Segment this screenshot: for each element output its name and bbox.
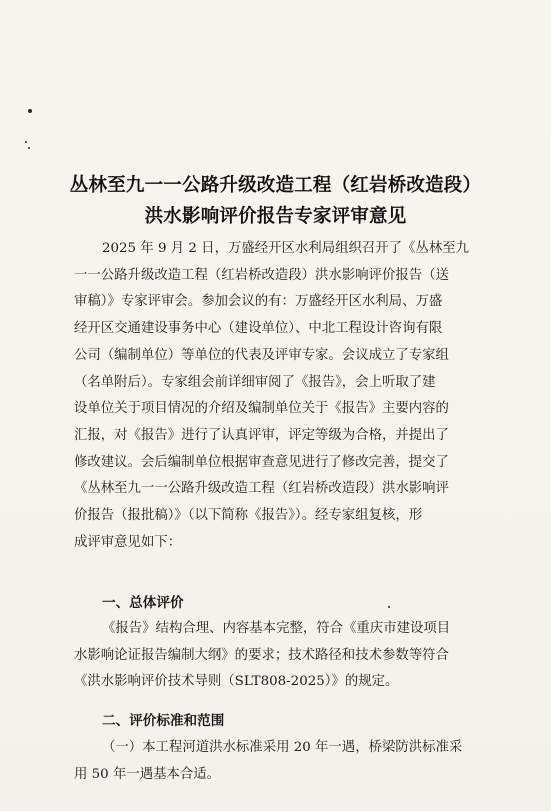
scan-speck bbox=[25, 141, 27, 143]
paragraph-line: 2025 年 9 月 2 日，万盛经开区水利局组织召开了《丛林至九 bbox=[102, 241, 469, 256]
paragraph-line: 用 50 年一遇基本合适。 bbox=[74, 766, 221, 782]
paragraph-line: 成评审意见如下： bbox=[74, 534, 182, 550]
document-title-line-1: 丛林至九一一公路升级改造工程（红岩桥改造段） bbox=[69, 175, 482, 196]
paragraph-line: 一一公路升级改造工程（红岩桥改造段）洪水影响评价报告（送 bbox=[74, 267, 449, 283]
paragraph-line: 经开区交通建设事务中心（建设单位）、中北工程设计咨询有限 bbox=[74, 321, 443, 337]
paragraph-line: 审稿）》专家评审会。参加会议的有：万盛经开区水利局、万盛 bbox=[74, 294, 443, 310]
paragraph-line: （一）本工程河道洪水标准采用 20 年一遇，桥梁防洪标准采 bbox=[102, 740, 463, 755]
paragraph-line: 《洪水影响评价技术导则（SLT808-2025）》的规定。 bbox=[74, 674, 399, 690]
section-heading-standards-and-scope: 二、评价标准和范围 bbox=[102, 713, 225, 729]
section-heading-overall-evaluation: 一、总体评价 bbox=[102, 595, 184, 611]
section1-paragraph bbox=[74, 616, 506, 696]
paragraph-line: 《丛林至九一一公路升级改造工程（红岩桥改造段）洪水影响评 bbox=[74, 481, 449, 497]
paragraph-line: 价报告（报批稿）》（以下简称《报告》）。经专家组复核，形 bbox=[74, 508, 423, 524]
scan-speck bbox=[388, 606, 390, 608]
paragraph-line: 汇报，对《报告》进行了认真评审，评定等级为合格，并提出了 bbox=[74, 427, 449, 443]
scan-speck bbox=[28, 147, 30, 149]
paragraph-line: 设单位关于项目情况的介绍及编制单位关于《报告》主要内容的 bbox=[74, 401, 449, 417]
paragraph-line: 修改建议。会后编制单位根据审查意见进行了修改完善，提交了 bbox=[74, 454, 449, 470]
paragraph-line: 《报告》结构合理、内容基本完整，符合《重庆市建设项目 bbox=[102, 621, 451, 636]
paragraph-line: （名单附后）。专家组会前详细审阅了《报告》，会上听取了建 bbox=[74, 374, 436, 390]
document-title-line-2: 洪水影响评价报告专家评审意见 bbox=[144, 206, 407, 227]
intro-paragraph bbox=[74, 236, 506, 556]
paragraph-line: 水影响论证报告编制大纲》的要求；技术路径和技术参数等符合 bbox=[74, 647, 449, 663]
paragraph-line: 公司（编制单位）等单位的代表及评审专家。会议成立了专家组 bbox=[74, 347, 449, 363]
scan-speck bbox=[28, 109, 32, 113]
section2-paragraph bbox=[74, 735, 506, 788]
